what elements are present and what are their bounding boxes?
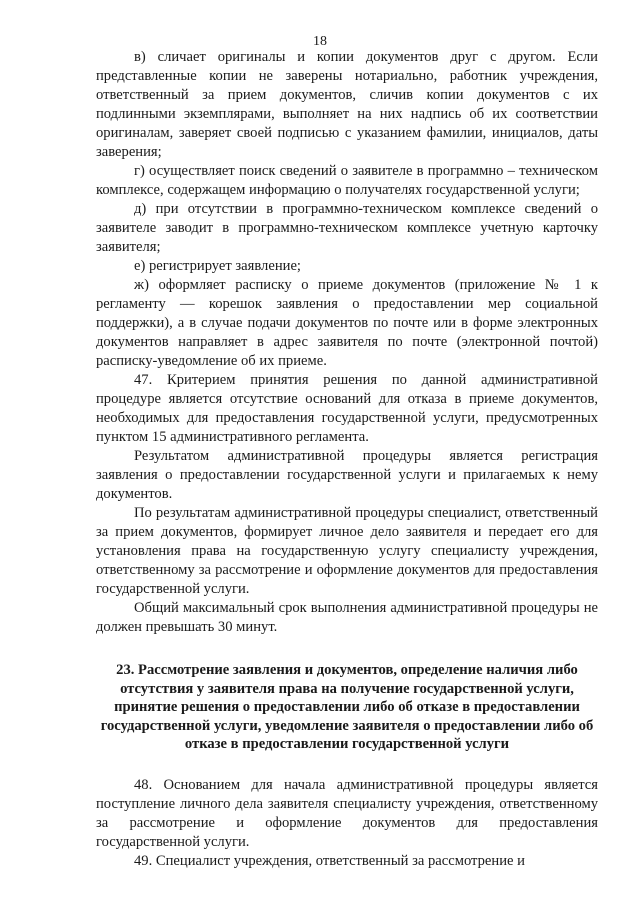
paragraph-g: г) осуществляет поиск сведений о заявителе в программно – техническом комплексе, содержащем информацию о получателях государственной услуги; bbox=[96, 163, 598, 198]
paragraph-result: Результатом административной процедуры является регистрация заявления о предоставлении государственной услуги и прилагаемых к нему документов. bbox=[96, 448, 598, 502]
paragraph-d: д) при отсутствии в программно-техническом комплексе сведений о заявителе заводит в программно-техническом комплексе учетную карточку заявителя; bbox=[96, 201, 598, 255]
paragraph-time-limit: Общий максимальный срок выполнения административной процедуры не должен превышать 30 минут. bbox=[96, 600, 598, 635]
paragraph-zh: ж) оформляет расписку о приеме документов (приложение № 1 к регламенту — корешок заявления о предоставлении мер социальной поддержки), а в случае подачи документов по почте или в форме электронных документов направляет в адрес заявителя по почте (электронной почтой) расписку-уведомление об их приеме. bbox=[96, 277, 598, 369]
paragraph-v: в) сличает оригиналы и копии документов друг с другом. Если представленные копии не заверены нотариально, работник учреждения, ответственный за прием документов, сличив копии документов с их подлинными экземплярами, выполняет на них надпись об их соответствии оригиналам, заверяет своей подписью с указанием фамилии, инициалов, даты заверения; bbox=[96, 49, 598, 160]
page-number: 18 bbox=[313, 34, 327, 49]
paragraph-specialist: По результатам административной процедуры специалист, ответственный за прием документов, формирует личное дело заявителя и передает его для установления права на государственную услугу специалисту учреждения, ответственному за рассмотрение и оформление документов для предоставления государственной услуги. bbox=[96, 505, 598, 597]
document-body bbox=[96, 48, 598, 871]
paragraph-47: 47. Критерием принятия решения по данной административной процедуре является отсутствие оснований для отказа в приеме документов, необходимых для предоставления государственной услуги, предусмотренных пунктом 15 административного регламента. bbox=[96, 372, 598, 445]
paragraph-48: 48. Основанием для начала административной процедуры является поступление личного дела заявителя специалисту учреждения, ответственному за рассмотрение и оформление документов для предоставления государственной услуги. bbox=[96, 776, 598, 850]
paragraph-49: 49. Специалист учреждения, ответственный за рассмотрение и bbox=[134, 852, 525, 869]
section-heading: 23. Рассмотрение заявления и документов, определение наличия либо отсутствия у заявителя права на получение государственной услуги, принятие решения о предоставлении либо об отказе в предоставлении государственной услуги, уведомление заявителя о предоставлении либо об отказе в предоставлении государственной услуги bbox=[100, 662, 594, 753]
paragraph-e: е) регистрирует заявление; bbox=[134, 258, 301, 274]
